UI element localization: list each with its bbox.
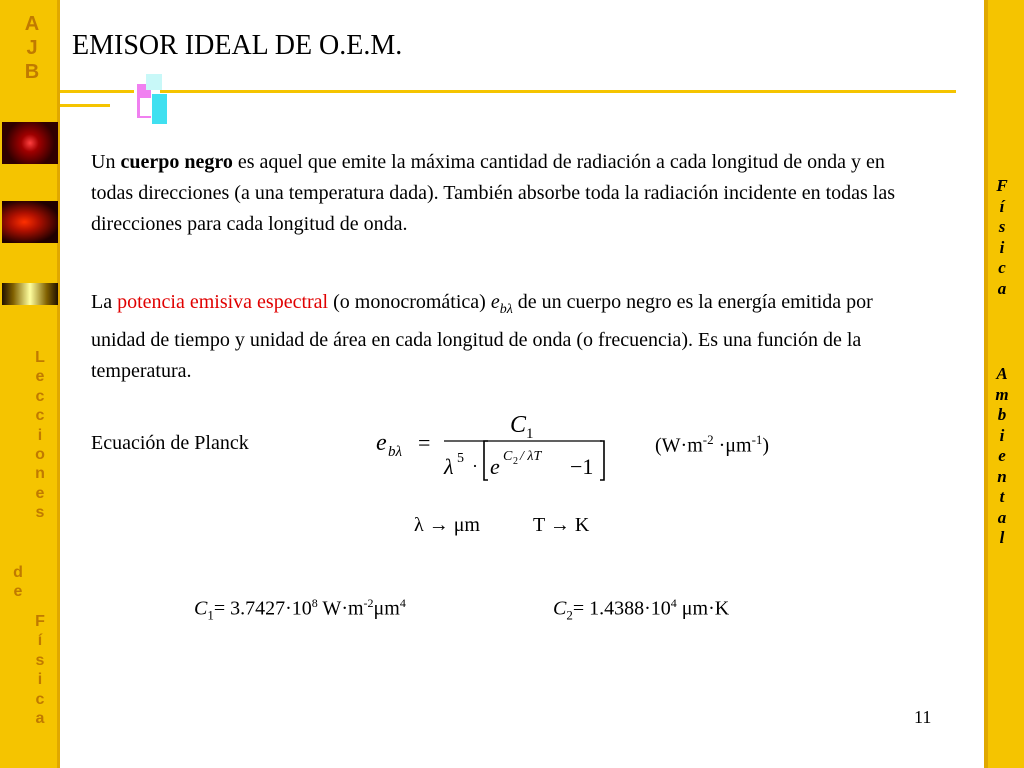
symbol-subscript: bλ <box>499 302 513 317</box>
letter: i <box>37 671 43 689</box>
left-bracket <box>484 441 488 480</box>
page-title: EMISOR IDEAL DE O.E.M. <box>72 30 403 61</box>
letter: s <box>35 504 45 522</box>
thumbnail-image-2 <box>2 201 58 243</box>
letter: a <box>997 507 1007 527</box>
right-word-ambiental <box>988 364 1016 549</box>
letter: l <box>999 528 1005 547</box>
letter: í <box>999 196 1005 216</box>
planck-label: Ecuación de Planck <box>91 432 249 454</box>
initial-letter: A <box>24 13 40 35</box>
decorative-cyan-block <box>152 94 167 124</box>
exponent: -2 <box>702 432 714 447</box>
page-number: 11 <box>914 707 932 727</box>
decorative-lightcyan-block <box>146 74 162 90</box>
letter: m <box>995 384 1009 404</box>
eq-lhs: e <box>376 430 387 456</box>
lambda-conversion: λ → μm <box>414 514 480 536</box>
letter: c <box>998 258 1006 277</box>
thumbnail-spectrum <box>2 283 58 305</box>
subscript: 2 <box>566 607 573 623</box>
eq-lambda: λ <box>444 454 454 479</box>
bold-term: cuerpo negro <box>120 151 233 173</box>
text: ) <box>762 434 770 457</box>
letter: a <box>997 278 1007 298</box>
sidebar-word-lecciones <box>30 348 50 523</box>
subscript: 1 <box>207 607 214 623</box>
exponent: 4 <box>670 596 677 610</box>
divider-line <box>60 90 134 93</box>
eq-exp-c: C <box>503 449 513 464</box>
text: Un <box>91 151 121 173</box>
constant-c1 <box>194 596 406 624</box>
exponent: 8 <box>311 596 318 610</box>
sidebar-word-de <box>8 563 28 602</box>
text: (o monocromática) <box>328 291 491 313</box>
letter: e <box>13 583 23 601</box>
symbol: e <box>490 291 500 313</box>
divider-line <box>160 90 956 93</box>
initial-letter: B <box>24 61 40 83</box>
paragraph-potencia-emisiva <box>91 287 921 387</box>
eq-e: e <box>490 454 500 479</box>
eq-numerator-sub: 1 <box>526 426 534 442</box>
text: de un cuerpo negro es la energía emitida por unidad de tiempo y unidad de área en cada longitud de onda (o frecuencia). Es una función de la temperatura. <box>91 291 873 382</box>
letter: i <box>999 237 1005 257</box>
letter: a <box>35 710 45 728</box>
highlighted-term: potencia emisiva espectral <box>117 291 329 313</box>
symbol: C <box>553 597 567 620</box>
unit: W·m <box>317 597 364 620</box>
letter: L <box>35 349 45 366</box>
letter: d <box>13 564 23 581</box>
letter: o <box>35 446 45 464</box>
initial-letter: J <box>26 37 38 59</box>
letter: i <box>37 426 43 444</box>
unit: μm·K <box>676 597 730 620</box>
text: ·μm <box>713 434 752 457</box>
sidebar-initials <box>14 12 50 84</box>
letter: c <box>35 407 45 425</box>
unit: μm <box>373 597 400 620</box>
letter: c <box>35 690 45 708</box>
text: (W·m <box>655 434 703 457</box>
eq-dot: · <box>472 456 478 476</box>
letter: t <box>999 487 1005 506</box>
eq-equals: = <box>418 430 431 455</box>
value: = 3.7427·10 <box>213 597 312 620</box>
exponent: 4 <box>399 596 406 610</box>
letter: e <box>35 484 45 502</box>
letter: c <box>35 387 45 405</box>
eq-exp-c-sub: 2 <box>513 456 518 467</box>
text: es aquel que emite la máxima cantidad de radiación a cada longitud de onda y en todas direcciones (a una temperatura dada). También absorbe toda la radiación incidente en todas las direcciones para cada longitud de onda. <box>91 151 896 235</box>
eq-numerator: C <box>510 412 527 438</box>
thumbnail-image-1 <box>2 122 58 164</box>
exponent: -1 <box>751 432 763 447</box>
planck-equation <box>370 404 620 484</box>
letter: F <box>996 176 1008 195</box>
letter: í <box>37 632 43 650</box>
exponent: -2 <box>363 596 374 610</box>
letter: n <box>997 466 1007 486</box>
letter: e <box>35 368 45 386</box>
text: La <box>91 291 118 313</box>
letter: s <box>35 651 45 669</box>
sidebar-word-fisica <box>30 612 50 728</box>
letter: F <box>35 613 45 630</box>
letter: n <box>35 465 45 483</box>
symbol: C <box>194 597 208 620</box>
letter: A <box>996 364 1008 383</box>
letter: e <box>998 446 1006 465</box>
eq-minus-one: −1 <box>570 454 594 479</box>
planck-units <box>655 432 769 458</box>
right-word-fisica <box>988 176 1016 299</box>
letter: i <box>999 425 1005 445</box>
eq-exp-rest: / λT <box>520 449 542 464</box>
eq-lhs-sub: bλ <box>388 444 402 460</box>
right-bracket <box>600 441 604 480</box>
letter: b <box>997 405 1007 424</box>
divider-line <box>60 104 110 107</box>
letter: s <box>998 217 1006 236</box>
temperature-conversion: T → K <box>533 514 590 536</box>
value: = 1.4388·10 <box>572 597 671 620</box>
decorative-white-block <box>140 98 152 116</box>
constant-c2 <box>553 596 729 624</box>
paragraph-cuerpo-negro <box>91 147 921 240</box>
eq-lambda-exp: 5 <box>457 451 464 466</box>
